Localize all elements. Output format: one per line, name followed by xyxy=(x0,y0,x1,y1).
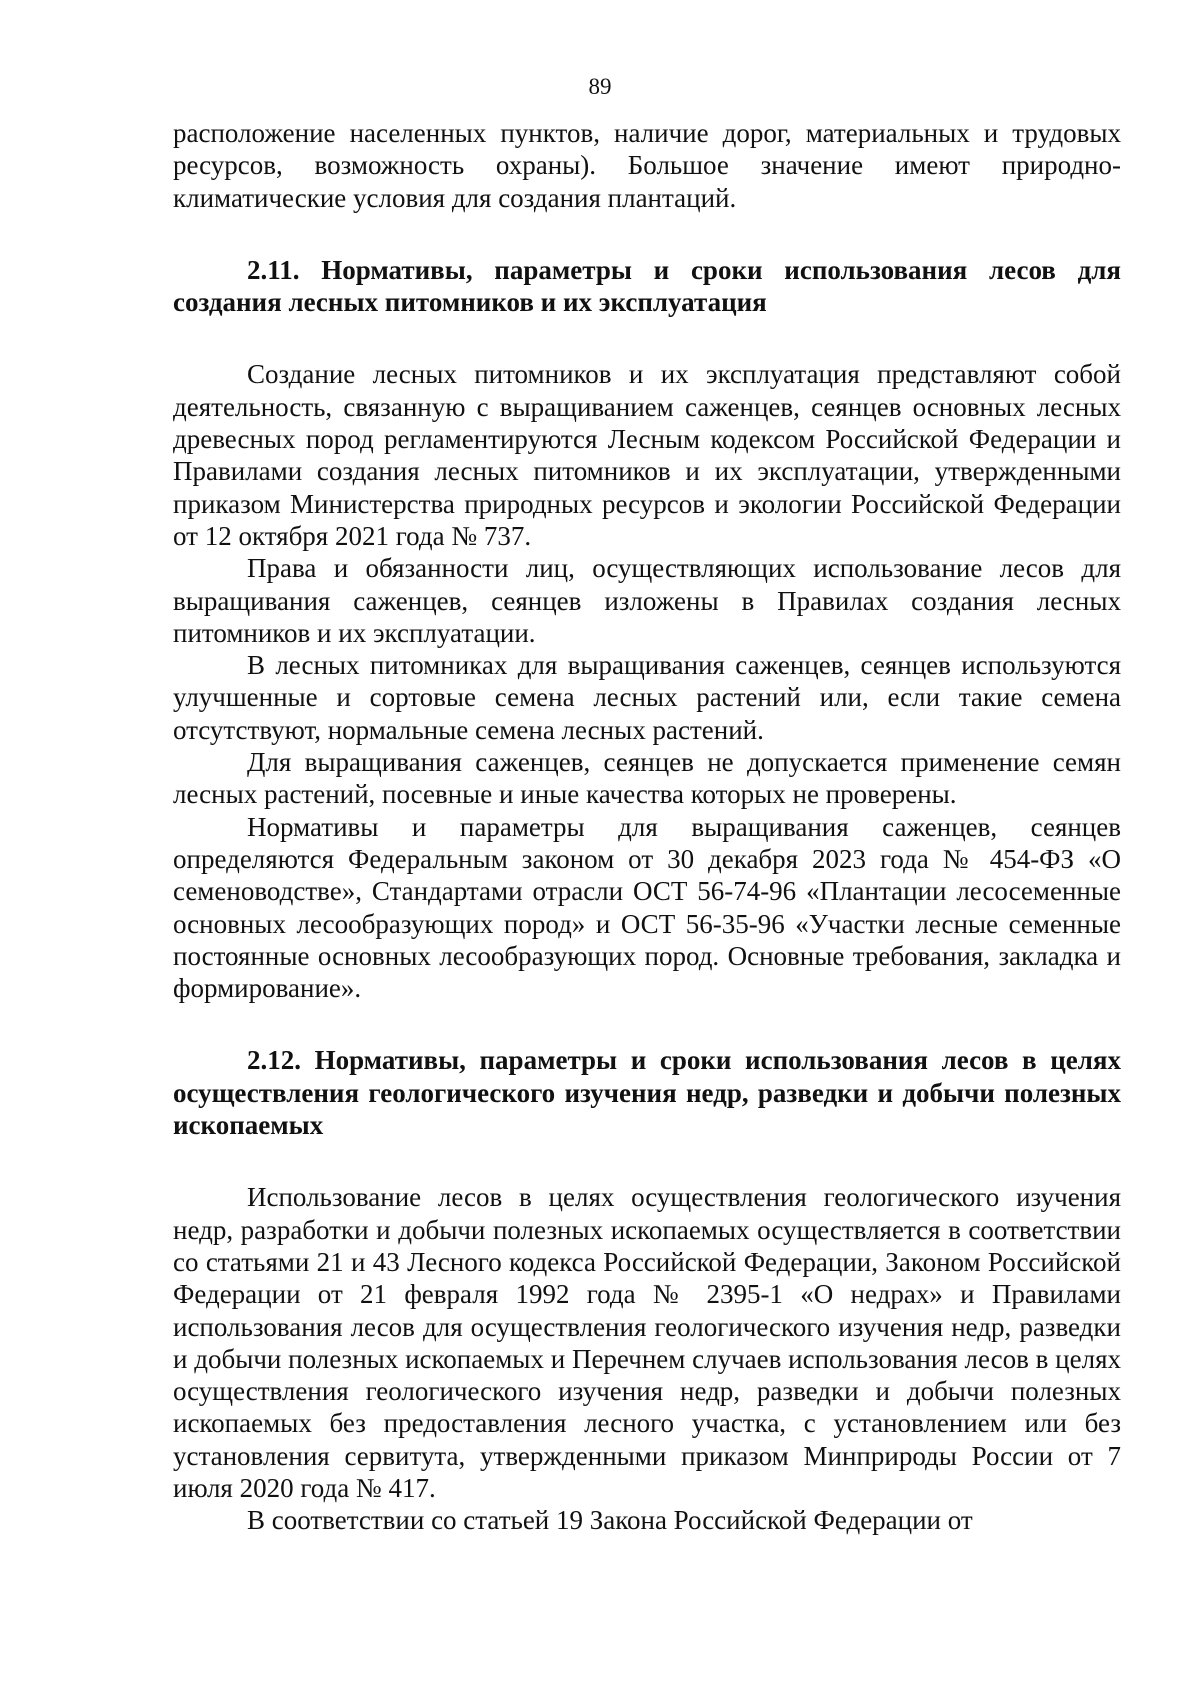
paragraph: Права и обязанности лиц, осуществляющих использование лесов для выращивания саженцев, сеянцев изложены в Правилах создания лесных питомников и их эксплуатации. xyxy=(173,553,1121,648)
paragraph: Использование лесов в целях осуществления геологического изучения недр, разработки и добычи полезных ископаемых осуществляется в соответствии со статьями 21 и 43 Лесного кодекса Российской Федерации, Законом Российской Федерации от 21 февраля 1992 года № 2395-1 «О недрах» и Правилами использования лесов для осуществления геологического изучения недр, разведки и добычи полезных ископаемых и Перечнем случаев использования лесов в целях осуществления геологического изучения недр, разведки и добычи полезных ископаемых без предоставления лесного участка, с установлением или без установления сервитута, утвержденными приказом Минприроды России от 7 июля 2020 года № 417. xyxy=(173,1182,1121,1503)
section-2-11 xyxy=(173,254,1121,1005)
continuation-paragraph: расположение населенных пунктов, наличие дорог, материальных и трудовых ресурсов, возможность охраны). Большое значение имеют природно-климатические условия для создания плантаций. xyxy=(173,118,1121,213)
section-heading: 2.11. Нормативы, параметры и сроки использования лесов для создания лесных питомников и их эксплуатация xyxy=(173,254,1121,318)
paragraph: Создание лесных питомников и их эксплуатация представляют собой деятельность, связанную с выращиванием саженцев, сеянцев основных лесных древесных пород регламентируются Лесным кодексом Российской Федерации и Правилами создания лесных питомников и их эксплуатации, утвержденными приказом Министерства природных ресурсов и экологии Российской Федерации от 12 октября 2021 года № 737. xyxy=(173,359,1121,551)
page-number: 89 xyxy=(588,74,612,99)
paragraph: Для выращивания саженцев, сеянцев не допускается применение семян лесных растений, посевные и иные качества которых не проверены. xyxy=(173,747,1121,810)
paragraph: Нормативы и параметры для выращивания саженцев, сеянцев определяются Федеральным законом от 30 декабря 2023 года № 454-ФЗ «О семеноводстве», Стандартами отрасли ОСТ 56-74-96 «Плантации лесосеменные основных лесообразующих пород» и ОСТ 56-35-96 «Участки лесные семенные постоянные основных лесообразующих пород. Основные требования, закладка и формирование». xyxy=(173,811,1121,1004)
section-2-12 xyxy=(173,1044,1121,1536)
page-body xyxy=(173,117,1121,1537)
section-heading: 2.12. Нормативы, параметры и сроки использования лесов в целях осуществления геологического изучения недр, разведки и добычи полезных ископаемых xyxy=(173,1045,1121,1141)
paragraph: В соответствии со статьей 19 Закона Российской Федерации от xyxy=(247,1505,973,1536)
paragraph: В лесных питомниках для выращивания саженцев, сеянцев используются улучшенные и сортовые семена лесных растений или, если такие семена отсутствуют, нормальные семена лесных растений. xyxy=(173,650,1121,745)
